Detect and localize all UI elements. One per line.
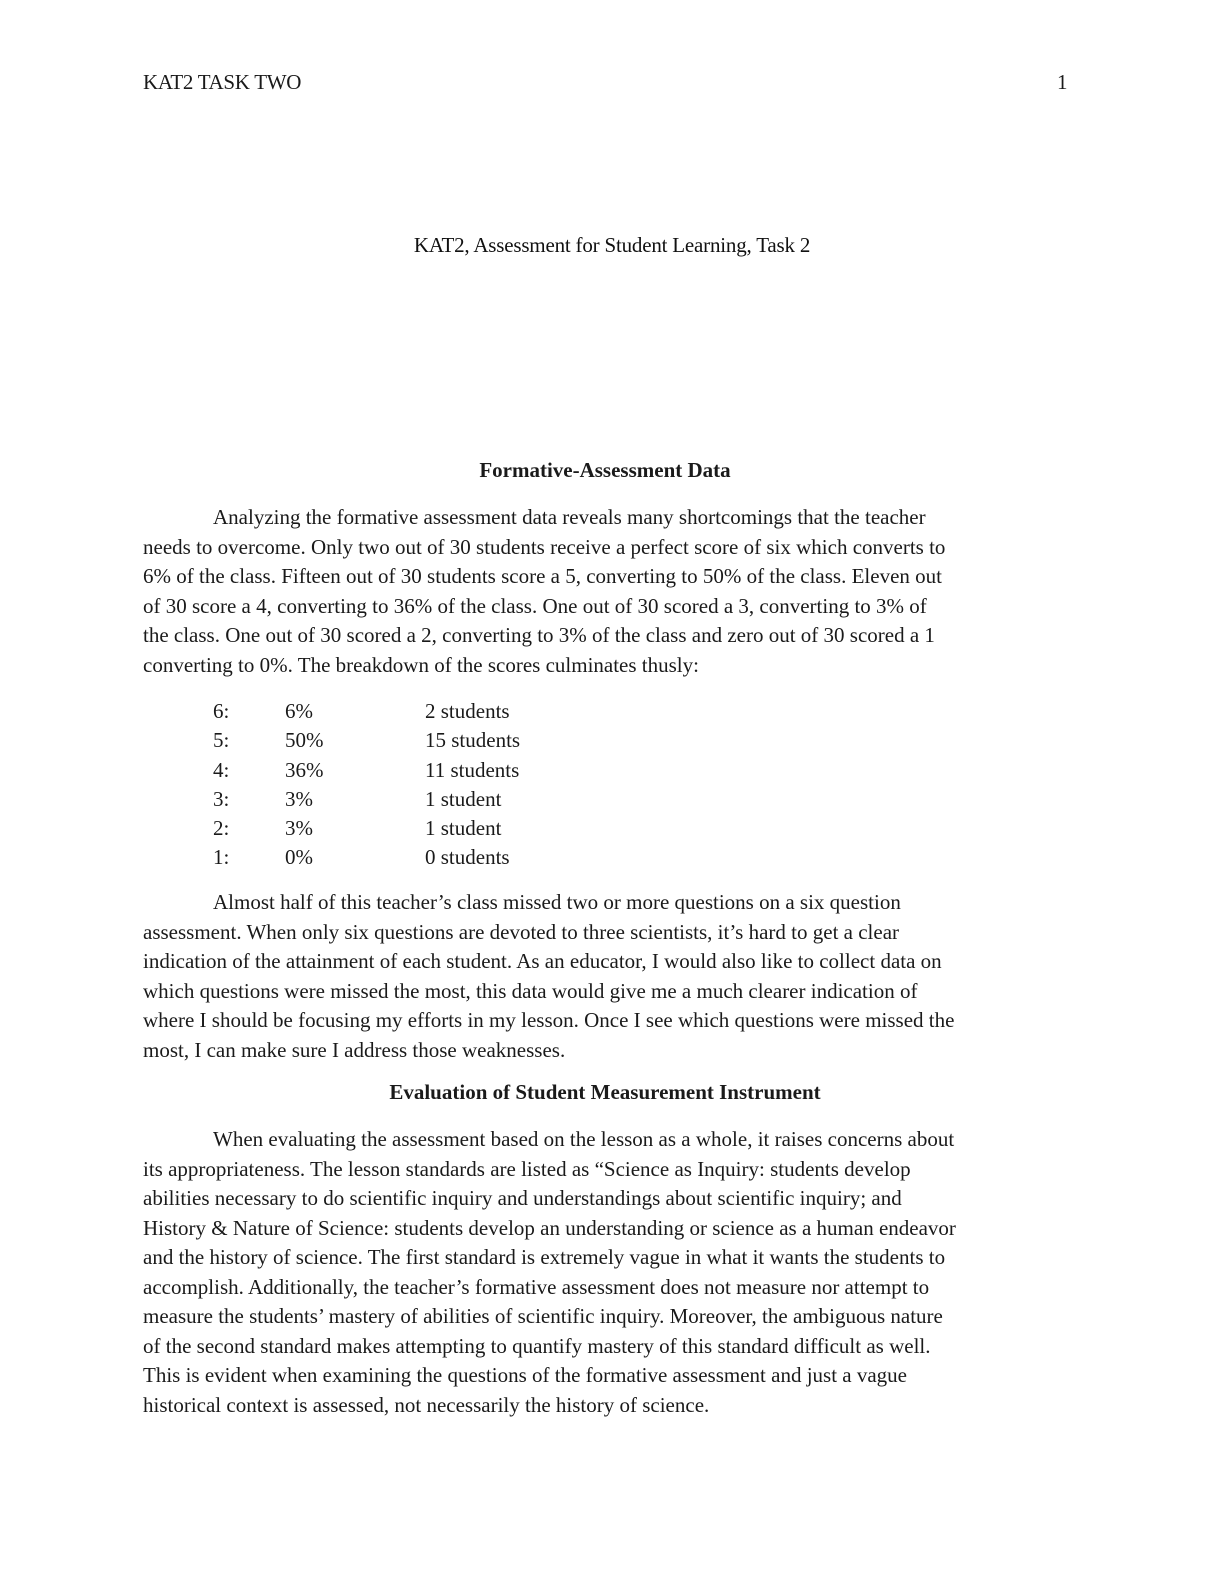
score-breakdown-table (213, 697, 613, 873)
score-percent: 0% (285, 845, 313, 870)
text-line: where I should be focusing my efforts in my lesson. Once I see which questions were missed the (143, 1008, 955, 1032)
score-row (213, 814, 613, 843)
score-row (213, 843, 613, 872)
text-line: of the second standard makes attempting to quantify mastery of this standard difficult as well. (143, 1333, 931, 1358)
text-line: most, I can make sure I address those weaknesses. (143, 1037, 566, 1062)
score-row (213, 785, 613, 814)
text-line: 6% of the class. Fifteen out of 30 students score a 5, converting to 50% of the class. Eleven out (143, 564, 942, 588)
text-line: Analyzing the formative assessment data reveals many shortcomings that the teacher (213, 505, 926, 529)
text-line: needs to overcome. Only two out of 30 students receive a perfect score of six which converts to (143, 534, 946, 559)
text-line: indication of the attainment of each student. As an educator, I would also like to collect data on (143, 949, 942, 973)
score-value: 1: (213, 845, 230, 870)
text-line: accomplish. Additionally, the teacher’s formative assessment does not measure nor attempt to (143, 1274, 930, 1299)
score-value: 3: (213, 786, 230, 811)
running-head: KAT2 TASK TWO (143, 70, 302, 94)
text-line: which questions were missed the most, this data would give me a much clearer indication of (143, 978, 918, 1003)
section-heading-evaluation: Evaluation of Student Measurement Instrument (389, 1080, 821, 1104)
score-row (213, 726, 613, 755)
score-students: 1 student (425, 786, 502, 811)
text-line: measure the students’ mastery of abilities of scientific inquiry. Moreover, the ambiguous nature (143, 1304, 943, 1328)
text-line: of 30 score a 4, converting to 36% of the class. One out of 30 scored a 3, converting to 3% of (143, 593, 927, 618)
score-students: 2 students (425, 699, 510, 723)
document-title: KAT2, Assessment for Student Learning, Task 2 (413, 233, 811, 257)
score-students: 1 student (425, 816, 502, 841)
score-percent: 3% (285, 816, 313, 841)
text-line: Almost half of this teacher’s class missed two or more questions on a six question (213, 890, 901, 914)
page-number: 1 (1057, 70, 1068, 94)
score-percent: 50% (285, 728, 324, 753)
score-value: 2: (213, 816, 230, 841)
paragraph-formative-analysis (143, 503, 1068, 680)
score-percent: 3% (285, 786, 313, 811)
score-students: 15 students (425, 728, 521, 753)
score-value: 6: (213, 699, 230, 723)
score-value: 4: (213, 757, 230, 782)
text-line: abilities necessary to do scientific inquiry and understandings about scientific inquiry; and (143, 1186, 902, 1210)
score-percent: 36% (285, 757, 324, 782)
score-students: 11 students (425, 757, 520, 782)
text-line: When evaluating the assessment based on the lesson as a whole, it raises concerns about (213, 1127, 955, 1151)
score-row (213, 756, 613, 785)
text-line: converting to 0%. The breakdown of the scores culminates thusly: (143, 652, 699, 677)
text-line: historical context is assessed, not necessarily the history of science. (143, 1392, 710, 1417)
text-line: its appropriateness. The lesson standards are listed as “Science as Inquiry: students develop (143, 1156, 911, 1181)
text-line: This is evident when examining the questions of the formative assessment and just a vague (143, 1363, 907, 1387)
section-heading-formative: Formative-Assessment Data (479, 458, 731, 482)
text-line: and the history of science. The first standard is extremely vague in what it wants the students to (143, 1245, 946, 1269)
text-line: the class. One out of 30 scored a 2, converting to 3% of the class and zero out of 30 scored a 1 (143, 623, 935, 647)
score-students: 0 students (425, 845, 510, 870)
text-line: assessment. When only six questions are devoted to three scientists, it’s hard to get a clear (143, 919, 900, 944)
paragraph-evaluation (143, 1125, 1068, 1420)
score-percent: 6% (285, 699, 313, 723)
score-row (213, 697, 613, 726)
score-value: 5: (213, 728, 230, 753)
text-line: History & Nature of Science: students develop an understanding or science as a human endeavor (143, 1215, 956, 1240)
paragraph-formative-reflection (143, 888, 1068, 1065)
